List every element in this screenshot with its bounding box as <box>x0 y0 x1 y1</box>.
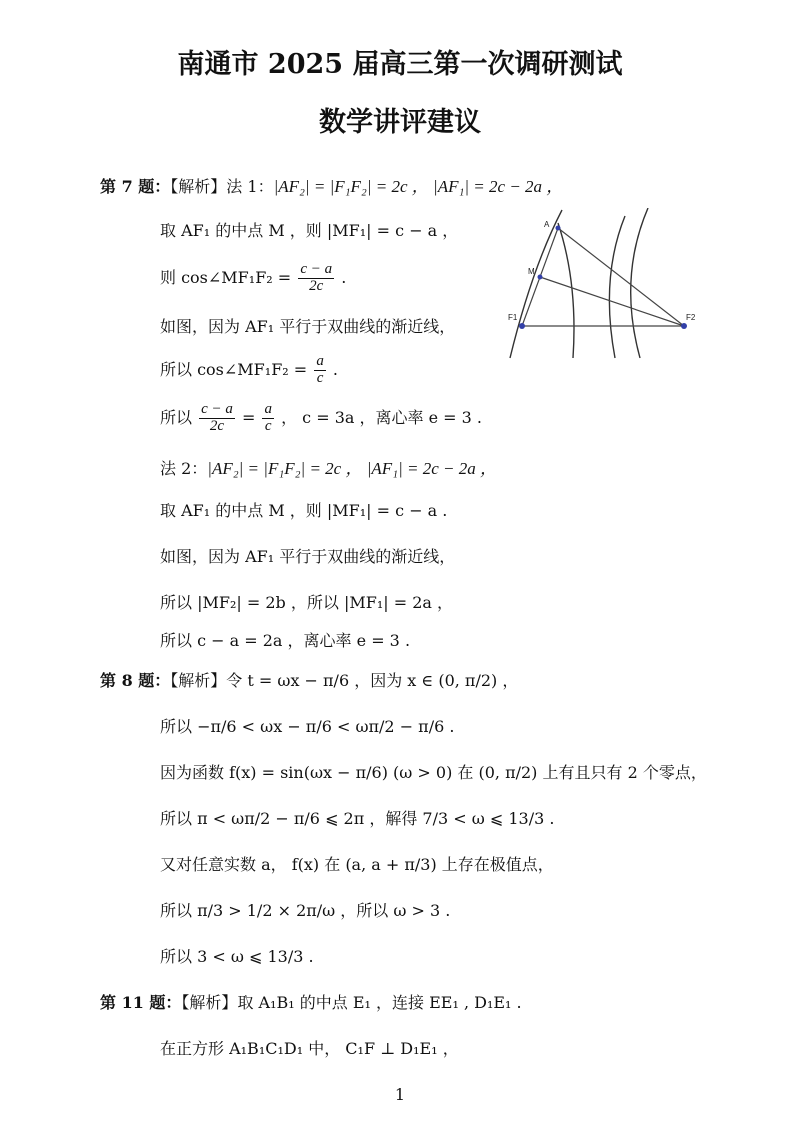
q7-l5-post: . <box>332 359 338 379</box>
left-hyperbola-branch-right <box>558 223 574 358</box>
denominator: c <box>264 417 272 434</box>
numerator: c − a <box>300 261 333 277</box>
q8-line-4: 所以 π < ωπ/2 − π/6 ⩽ 2π ，解得 7/3 < ω ⩽ 13/3 . <box>160 809 555 828</box>
q7-label: 第 7 题： <box>100 177 171 196</box>
q8-tag: 【解析】 <box>170 671 227 690</box>
q8-line-7: 所以 3 < ω ⩽ 13/3 . <box>160 947 314 966</box>
q7-eq-7: |AF₂| = |F₁F₂| = 2c ， |AF₁| = 2c − 2a ， <box>207 459 497 478</box>
q11-line-2: 在正方形 A₁B₁C₁D₁ 中， C₁F ⊥ D₁E₁ ， <box>160 1039 459 1058</box>
q7-eq-1: |AF₂| = |F₁F₂| = 2c ， |AF₁| = 2c − 2a ， <box>273 177 564 196</box>
right-hyperbola-branch-right <box>631 208 648 358</box>
page-number: 1 <box>394 1085 406 1104</box>
q7-l6-post: ， c = 3a ，离心率 e = 3 . <box>281 407 482 427</box>
denominator: c <box>316 369 324 386</box>
q7-line-8: 取 AF₁ 的中点 M ，则 |MF₁| = c − a . <box>160 501 448 520</box>
point-f1 <box>519 323 525 329</box>
q8-line-2: 所以 −π/6 < ωx − π/6 < ωπ/2 − π/6 . <box>160 717 455 736</box>
right-hyperbola-branch-left <box>609 216 625 358</box>
q8-line-5: 又对任意实数 a， f(x) 在 (a, a + π/3) 上存在极值点， <box>160 855 554 874</box>
q11-tag: 【解析】 <box>181 993 238 1012</box>
q7-line-11: 所以 c − a = 2a ，离心率 e = 3 . <box>160 631 411 650</box>
q11-label: 第 11 题： <box>100 993 182 1012</box>
q8-line-3: 因为函数 f(x) = sin(ωx − π/6) (ω > 0) 在 (0, π/2) 上有且只有 2 个零点， <box>160 763 707 782</box>
point-a <box>556 226 561 231</box>
denominator: 2c <box>209 417 225 434</box>
point-f2 <box>681 323 687 329</box>
fraction <box>298 262 334 295</box>
q7-line-10: 所以 |MF₂| = 2b ，所以 |MF₁| = 2a ， <box>160 593 454 612</box>
q7-line-5 <box>160 354 338 387</box>
equals-sign: = <box>241 407 256 427</box>
point-m <box>538 275 543 280</box>
fraction <box>262 402 274 435</box>
q7-line-4: 如图，因为 AF₁ 平行于双曲线的渐近线， <box>160 317 456 336</box>
q11-line-1 <box>100 990 522 1013</box>
q7-line-2: 取 AF₁ 的中点 M ，则 |MF₁| = c − a ， <box>160 221 459 240</box>
document-title: 南通市 2025 届高三第一次调研测试 <box>177 49 623 80</box>
denominator: 2c <box>309 277 324 294</box>
q7-l3-pre: 则 cos∠MF₁F₂ = <box>160 267 292 287</box>
q8-label: 第 8 题： <box>100 671 171 690</box>
q7-line-3 <box>160 262 346 295</box>
q7-tag: 【解析】 <box>170 177 227 196</box>
q8-line-6: 所以 π/3 > 1/2 × 2π/ω ，所以 ω > 3 . <box>160 901 451 920</box>
numerator: a <box>316 353 324 369</box>
q7-l5-pre: 所以 cos∠MF₁F₂ = <box>160 359 308 379</box>
q8-text-1: 令 t = ωx − π/6 ，因为 x ∈ (0, π/2) ， <box>226 671 519 690</box>
label-f2: F2 <box>686 313 696 322</box>
document-subtitle: 数学讲评建议 <box>319 107 481 138</box>
q7-line-7 <box>160 454 497 479</box>
q7-l6-pre: 所以 <box>160 407 193 427</box>
q7-line-6 <box>160 402 482 435</box>
fraction <box>314 354 326 387</box>
fraction <box>199 402 235 435</box>
hyperbola-figure <box>500 208 730 368</box>
q7-method2-head: 法 2： <box>160 459 208 478</box>
q8-line-1 <box>100 668 518 691</box>
q7-line-9: 如图，因为 AF₁ 平行于双曲线的渐近线， <box>160 547 456 566</box>
label-f1: F1 <box>508 313 518 322</box>
label-m: M <box>528 267 535 276</box>
segment-af2 <box>558 228 684 326</box>
q11-text-1: 取 A₁B₁ 的中点 E₁ ，连接 EE₁ , D₁E₁ . <box>237 993 522 1012</box>
q7-l3-post: . <box>341 267 347 287</box>
left-hyperbola-branch-left <box>510 210 562 358</box>
numerator: a <box>264 401 272 417</box>
q7-line-1 <box>100 172 563 197</box>
q7-method1-head: 法 1： <box>226 177 274 196</box>
label-a: A <box>544 220 550 229</box>
numerator: c − a <box>201 401 233 417</box>
segment-mf2 <box>540 277 684 326</box>
